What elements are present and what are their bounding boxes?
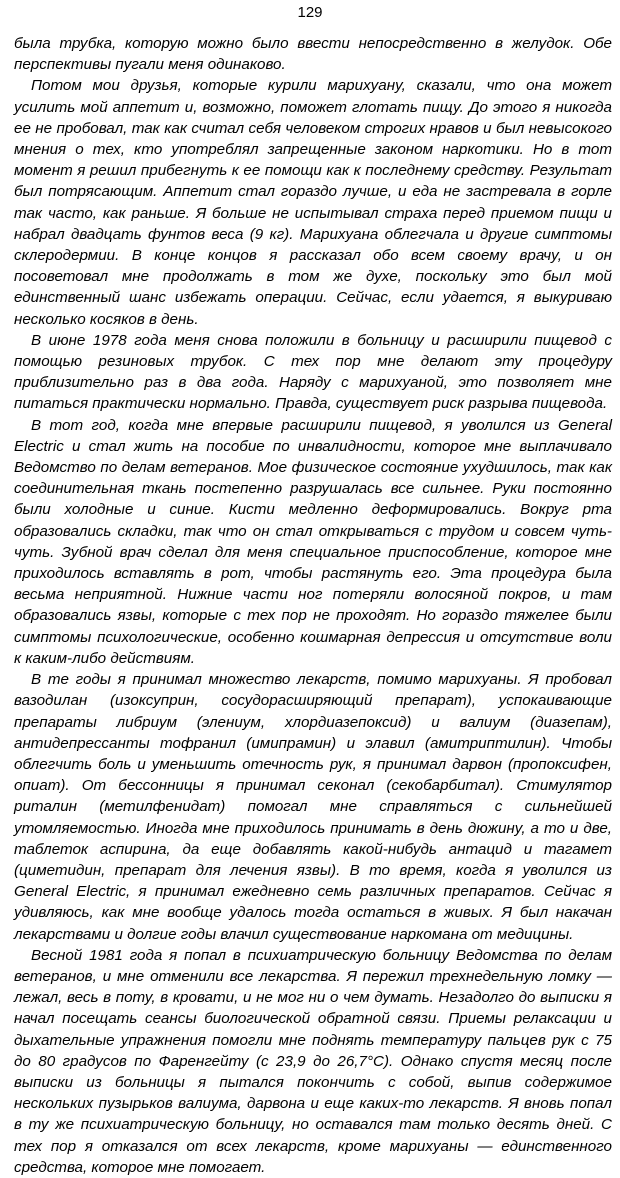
paragraph-3: В июне 1978 года меня снова положили в больницу и расширили пищевод с помощью резиновых трубок. С тех пор мне делают эту процедуру приблизительно раз в два года. Наряду с марихуаной, это позволяет мне питаться практически нормально. Правда, существует риск разрыва пищевода.: [14, 331, 612, 413]
paragraph-4: В тот год, когда мне впервые расширили пищевод, я уволился из General Electric и стал жить на пособие по инвалидности, которое мне выплачивало Ведомство по делам ветеранов. Мое физическое состояние ухудшилось, так как соединительная ткань постепенно разрушалась все сильнее. Руки постоянно были холодные и синие. Кисти медленно деформировались. Вокруг рта образовались складки, так что он стал открываться с трудом и совсем чуть-чуть. Зубной врач сделал для меня специальное приспособление, которое мне приходилось вставлять в рот, чтобы растянуть его. Эта процедура была весьма неприятной. Нижние части ног потеряли волосяной покров, и там образовались язвы, которые с тех пор не проходят. Но гораздо тяжелее были симптомы психологические, особенно кошмарная депрессия и отсутствие воли к каким-либо действиям.: [14, 416, 612, 667]
paragraph-6: Весной 1981 года я попал в психиатрическую больницу Ведомства по делам ветеранов, и мне отменили все лекарства. Я пережил трехнедельную ломку — лежал, весь в поту, в кровати, и не мог ни о чем думать. Незадолго до выписки я начал посещать сеансы биологической обратной связи. Приемы релаксации и дыхательные упражнения помогли мне поднять температуру пальцев рук с 75 до 80 градусов по Фаренгейту (с 23,9 до 26,7°С). Однако спустя месяц после выписки из больницы я пытался покончить с собой, выпив содержимое нескольких пузырьков валиума, дарвона и еще каких-то лекарств. Я вновь попал в ту же психиатрическую больницу, но оставался там только десять дней. С тех пор я отказался от всех лекарств, кроме марихуаны — единственного средства, которое мне помогает.: [14, 946, 612, 1176]
body-text: [14, 33, 612, 1178]
paragraph-5: В те годы я принимал множество лекарств, помимо марихуаны. Я пробовал вазодилан (изоксуприн, сосудорасширяющий препарат), успокаивающие препараты либриум (элениум, хлордиазепоксид) и валиум (диазепам), антидепрессанты тофранил (имипрамин) и элавил (амитриптилин). Чтобы облегчить боль и уменьшить отечность рук, я принимал дарвон (пропоксифен, опиат). От бессонницы я принимал секонал (секобарбитал). Стимулятор риталин (метилфенидат) помогал мне справляться с сильнейшей утомляемостью. Иногда мне приходилось принимать в день дюжину, а то и две, таблеток аспирина, да еще добавлять какой-нибудь антацид и тагамет (циметидин, препарат для лечения язвы). В то время, когда я уволился из General Electric, я принимал ежедневно семь различных препаратов. Сейчас я удивляюсь, как мне вообще удалось тогда остаться в живых. Я был накачан лекарствами и долгие годы влачил существование наркомана от медицины.: [14, 671, 612, 943]
page-number: 129: [297, 4, 323, 21]
paragraph-1: была трубка, которую можно было ввести непосредственно в желудок. Обе перспективы пугали меня одинаково.: [14, 35, 612, 74]
paragraph-2: Потом мои друзья, которые курили марихуану, сказали, что она может усилить мой аппетит и, возможно, поможет глотать пищу. До этого я никогда ее не пробовал, так как считал себя человеком строгих нравов и был невысокого мнения о тех, кто употреблял запрещенные законом наркотики. Но в тот момент я решил прибегнуть к ее помощи как к последнему средству. Результат был потрясающим. Аппетит стал гораздо лучше, и еда не застревала в горле так часто, как раньше. Я больше не испытывал страха перед приемом пищи и набрал двадцать фунтов веса (9 кг). Марихуана облегчала и другие симптомы склеродермии. В конце концов я рассказал обо всем своему врачу, и он посоветовал мне продолжать в том же духе, поскольку это был мой единственный шанс избежать операции. Сейчас, если удается, я выкуриваю несколько косяков в день.: [14, 77, 612, 328]
